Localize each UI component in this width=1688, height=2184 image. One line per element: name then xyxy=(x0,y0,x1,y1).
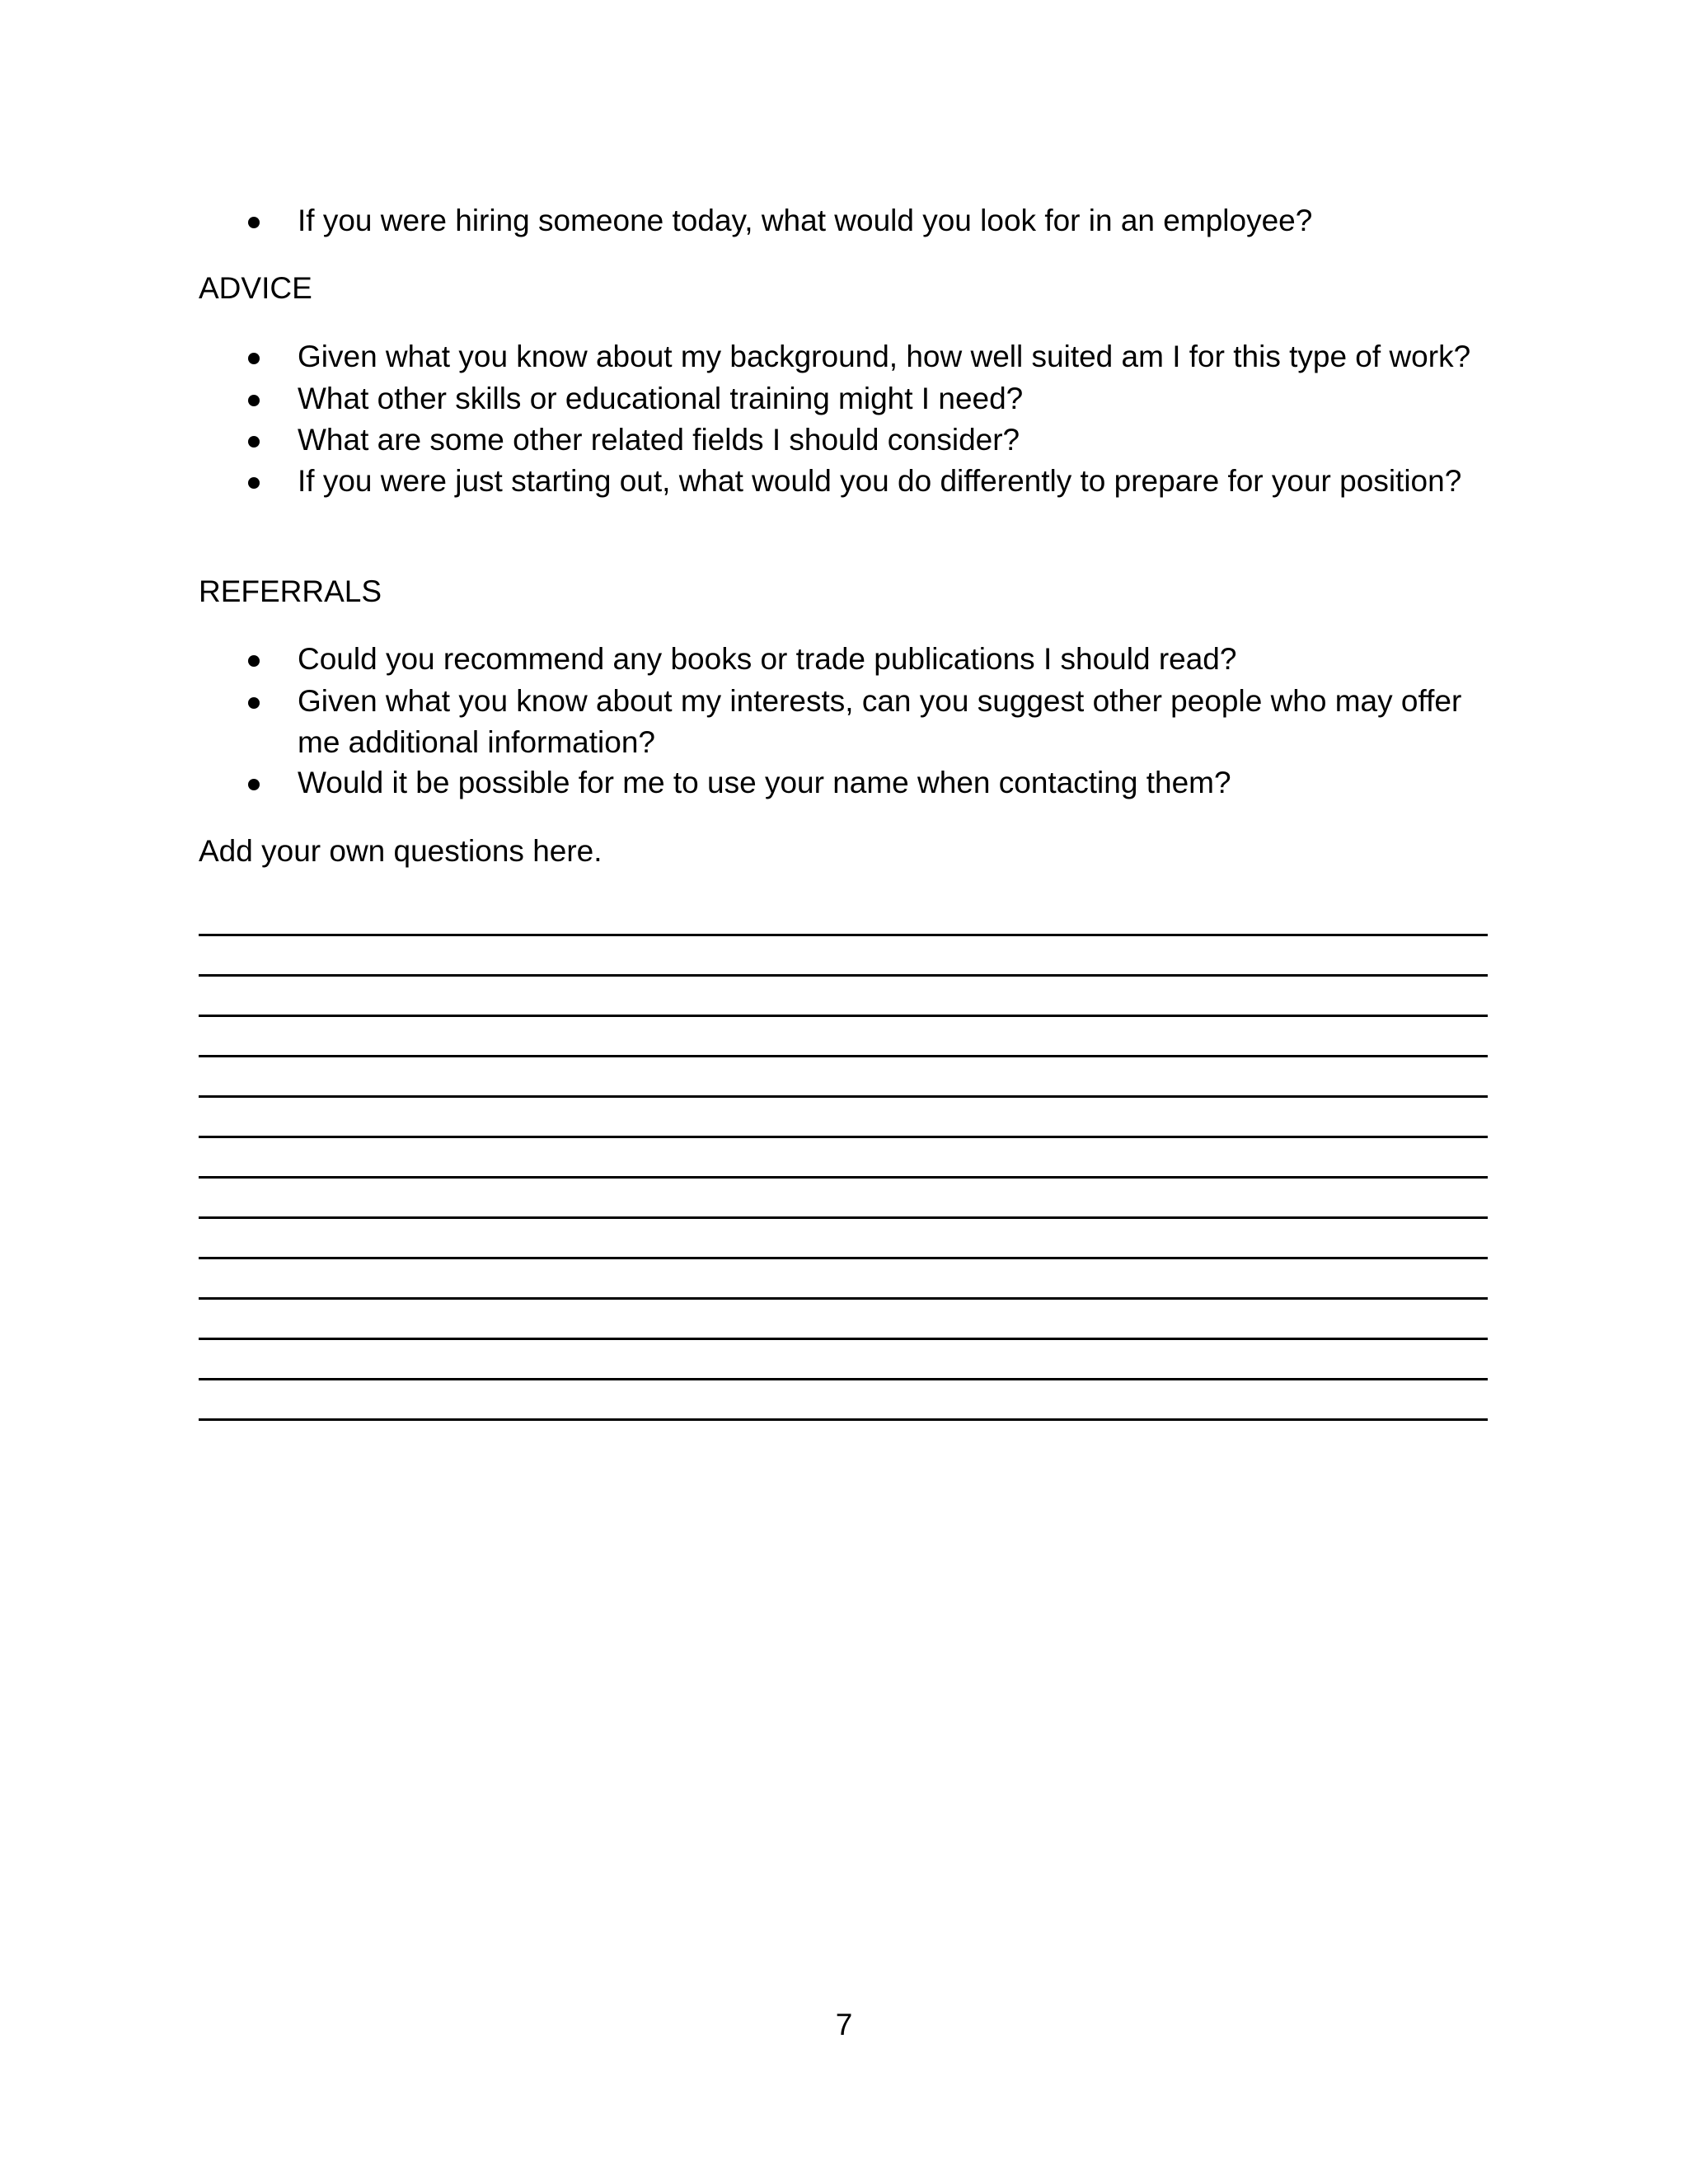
blank-answer-line[interactable] xyxy=(199,1095,1488,1098)
blank-answer-line[interactable] xyxy=(199,1378,1488,1380)
bullet-icon xyxy=(248,353,260,364)
question-text: Would it be possible for me to use your name when contacting them? xyxy=(298,766,1231,799)
blank-answer-line[interactable] xyxy=(199,1176,1488,1179)
blank-answer-line[interactable] xyxy=(199,1418,1488,1421)
blank-answer-line[interactable] xyxy=(199,1015,1488,1017)
blank-answer-line[interactable] xyxy=(199,1136,1488,1138)
question-text: What are some other related fields I should consider? xyxy=(298,423,1020,457)
bullet-icon xyxy=(248,655,260,667)
blank-answer-line[interactable] xyxy=(199,974,1488,977)
question-text: Given what you know about my background, how well suited am I for this type of work? xyxy=(298,340,1471,373)
bullet-icon xyxy=(248,697,260,709)
question-text: Given what you know about my interests, can you suggest other people who may offer me additional information? xyxy=(298,684,1462,759)
blank-answer-line[interactable] xyxy=(199,1297,1488,1300)
bullet-icon xyxy=(248,217,260,228)
bullet-icon xyxy=(248,477,260,489)
blank-answer-line[interactable] xyxy=(199,1055,1488,1057)
question-text: Could you recommend any books or trade publications I should read? xyxy=(298,642,1237,676)
section-heading-referrals: REFERRALS xyxy=(199,574,382,608)
bullet-icon xyxy=(248,395,260,406)
question-text: If you were just starting out, what would you do differently to prepare for your position? xyxy=(298,464,1462,498)
blank-answer-line[interactable] xyxy=(199,1338,1488,1340)
question-text: If you were hiring someone today, what would you look for in an employee? xyxy=(298,204,1313,237)
blank-answer-line[interactable] xyxy=(199,1216,1488,1219)
blank-answer-line[interactable] xyxy=(199,1257,1488,1259)
bullet-icon xyxy=(248,779,260,790)
own-questions-prompt: Add your own questions here. xyxy=(199,834,603,868)
blank-answer-line[interactable] xyxy=(199,934,1488,936)
bullet-icon xyxy=(248,436,260,448)
page-number: 7 xyxy=(835,2008,853,2041)
section-heading-advice: ADVICE xyxy=(199,271,312,305)
question-text: What other skills or educational training might I need? xyxy=(298,382,1024,415)
